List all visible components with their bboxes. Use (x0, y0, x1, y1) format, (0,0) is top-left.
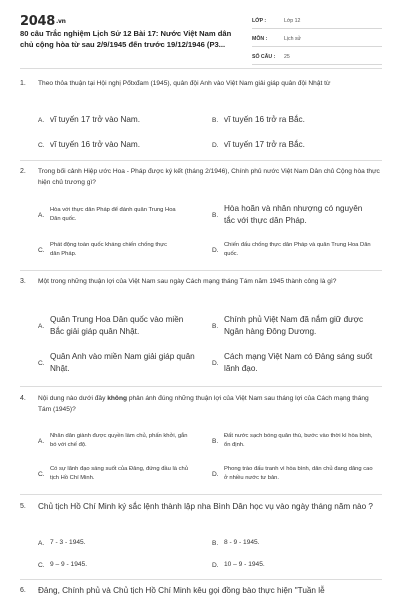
option-letter: C. (38, 470, 45, 478)
option-text: Quân Anh vào miền Nam giải giáp quân Nhật. (50, 352, 195, 373)
divider (20, 579, 382, 580)
option-letter: C. (38, 561, 45, 569)
divider (20, 68, 382, 69)
question-number: 2. (20, 168, 26, 175)
question-text (38, 393, 382, 415)
option-text: vĩ tuyến 17 trở ra Bắc. (224, 140, 305, 149)
option-b[interactable] (212, 429, 377, 453)
question-text-start: Nội dung nào dưới đây (38, 395, 108, 402)
divider (20, 386, 382, 387)
option-a[interactable] (38, 203, 198, 227)
option-c[interactable] (38, 350, 208, 376)
option-d[interactable] (212, 238, 377, 262)
logo-main: 2048 (20, 14, 55, 29)
option-a[interactable] (38, 313, 208, 339)
option-letter: A. (38, 322, 45, 330)
option-text: 9 – 9 - 1945. (50, 561, 88, 569)
option-d[interactable] (212, 559, 362, 571)
question-2 (20, 166, 382, 188)
option-text: Chính phủ Việt Nam đã nắm giữ được Ngân hàng Đông Dương. (224, 315, 364, 336)
meta-row-grade (252, 13, 382, 29)
option-d[interactable] (212, 350, 377, 376)
question-number: 3. (20, 278, 26, 285)
meta-key: LỚP : (252, 17, 267, 24)
option-letter: D. (212, 246, 219, 254)
option-d[interactable] (212, 138, 372, 152)
question-text: Theo thỏa thuận tại Hội nghị Pốtxđam (1945), quân đội Anh vào Việt Nam giải giáp quân đội Nhật từ (38, 80, 331, 87)
meta-value: Lịch sử (284, 35, 302, 42)
option-text: vĩ tuyến 16 trở vào Nam. (50, 140, 141, 149)
option-letter: A. (38, 211, 45, 219)
question-number: 5. (20, 503, 26, 510)
question-text: Đảng, Chính phủ và Chủ tịch Hồ Chí Minh kêu gọi đồng bào thực hiện "Tuần lễ (38, 586, 325, 595)
option-letter: D. (212, 470, 219, 478)
option-a[interactable] (38, 113, 188, 127)
divider (20, 270, 382, 271)
option-text: 8 - 9 - 1945. (224, 539, 260, 547)
option-text: Cách mạng Việt Nam có Đảng sáng suốt lãnh đạo. (224, 352, 373, 373)
option-letter: B. (212, 322, 219, 330)
option-letter: C. (38, 246, 45, 254)
logo-suffix: .vn (55, 18, 66, 25)
option-letter: D. (212, 141, 219, 149)
question-text-end: phản ánh đúng những thuận lợi của Việt Nam sau tháng lợi của Cách mạng tháng Tám (1945)? (38, 395, 369, 413)
meta-row-subject (252, 31, 382, 47)
meta-row-count (252, 49, 382, 65)
option-letter: C. (38, 359, 45, 367)
option-c[interactable] (38, 462, 208, 486)
option-text: Hòa hoãn và nhân nhượng có nguyên tắc với thực dân Pháp. (224, 204, 363, 225)
option-d[interactable] (212, 462, 377, 486)
option-text: 10 – 9 - 1945. (224, 561, 265, 569)
option-text: Nhân dân giành được quyền làm chủ, phấn khởi, gắn bó với chế độ. (50, 433, 188, 448)
option-c[interactable] (38, 138, 188, 152)
question-text: Một trong những thuận lợi của Việt Nam sau ngày Cách mạng tháng Tám năm 1945 thành công là gì? (38, 278, 337, 285)
meta-key: SỐ CÂU : (252, 53, 276, 60)
option-letter: C. (38, 141, 45, 149)
option-letter: B. (212, 437, 219, 445)
option-letter: B. (212, 116, 219, 124)
question-number: 6. (20, 587, 26, 594)
divider (20, 160, 382, 161)
option-text: Phong trào đấu tranh vì hòa bình, dân chủ đang dâng cao ở nhiều nước tư bản. (224, 466, 373, 481)
page-header (0, 0, 400, 60)
question-text: Trong bối cảnh Hiệp ước Hoa - Pháp được ký kết (tháng 2/1946), Chính phủ nước Việt Nam Dân chủ Cộng hòa thực hiện chủ trương gì? (38, 168, 380, 186)
option-letter: B. (212, 211, 219, 219)
site-logo[interactable] (20, 14, 66, 29)
option-b[interactable] (212, 113, 372, 127)
meta-key: MÔN : (252, 35, 268, 42)
option-text: Phát động toàn quốc kháng chiến chống thực dân Pháp. (50, 242, 168, 257)
question-5 (20, 501, 382, 513)
option-c[interactable] (38, 238, 198, 262)
meta-value: Lớp 12 (284, 17, 301, 24)
option-letter: D. (212, 359, 219, 367)
option-text: vĩ tuyến 17 trở vào Nam. (50, 115, 141, 124)
option-b[interactable] (212, 313, 377, 339)
question-3 (20, 276, 382, 287)
question-4 (20, 393, 382, 415)
meta-value: 25 (284, 53, 290, 60)
option-a[interactable] (38, 429, 208, 453)
option-text: vĩ tuyến 16 trở ra Bắc. (224, 115, 305, 124)
option-c[interactable] (38, 559, 188, 571)
option-a[interactable] (38, 537, 188, 549)
option-b[interactable] (212, 537, 362, 549)
option-letter: A. (38, 539, 45, 547)
option-text: Có sự lãnh đạo sáng suốt của Đảng, đứng đầu là chủ tịch Hồ Chí Minh. (50, 466, 188, 481)
question-text: Chủ tịch Hồ Chí Minh ký sắc lệnh thành lập nha Bình Dân học vụ vào ngày tháng năm nào ? (38, 502, 373, 511)
option-text: Hòa với thực dân Pháp để đánh quân Trung Hoa Dân quốc. (50, 207, 176, 222)
question-number: 4. (20, 395, 26, 402)
option-text: Chiến đấu chống thực dân Pháp và quân Trung Hoa Dân quốc. (224, 242, 371, 257)
meta-panel (252, 13, 382, 67)
option-text: Quân Trung Hoa Dân quốc vào miền Bắc giải giáp quân Nhật. (50, 315, 184, 336)
question-1 (20, 78, 382, 89)
option-letter: B. (212, 539, 219, 547)
page-title: 80 câu Trắc nghiệm Lịch Sử 12 Bài 17: Nước Việt Nam dân chủ cộng hòa từ sau 2/9/1945 đến trước 19/12/1946 (P3... (20, 29, 232, 49)
question-text-emphasis: không (107, 395, 128, 402)
question-number: 1. (20, 80, 26, 87)
divider (20, 494, 382, 495)
option-letter: A. (38, 116, 45, 124)
option-letter: D. (212, 561, 219, 569)
option-text: 7 - 3 - 1945. (50, 539, 86, 547)
option-b[interactable] (212, 203, 377, 227)
option-text: Đất nước sạch bóng quân thù, bước vào thời kì hòa bình, ổn định. (224, 433, 373, 448)
question-6 (20, 585, 382, 597)
option-letter: A. (38, 437, 45, 445)
